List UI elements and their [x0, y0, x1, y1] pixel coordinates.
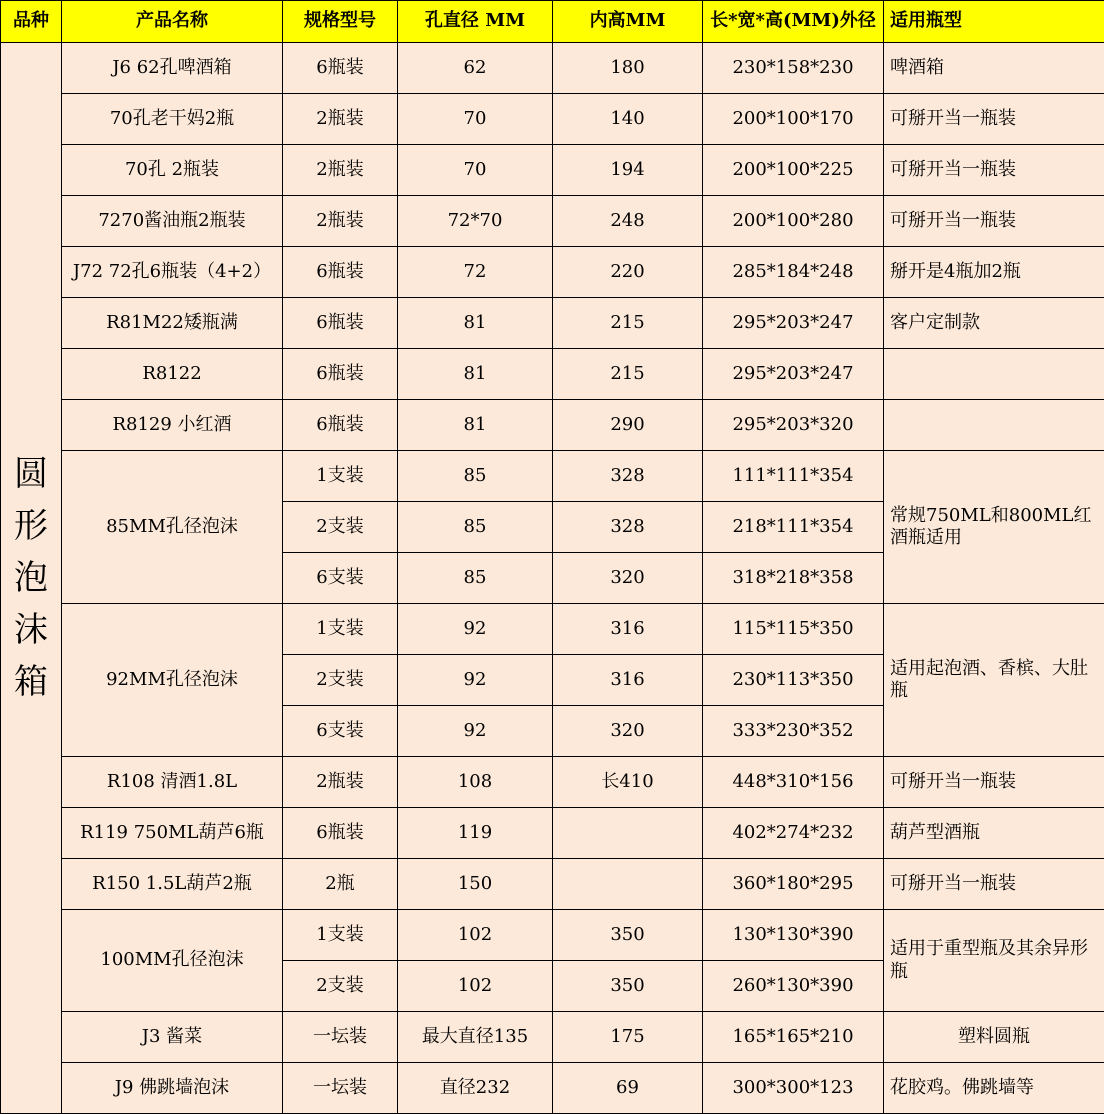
- hole-diameter: 102: [398, 961, 553, 1012]
- inner-height: 175: [553, 1012, 703, 1063]
- header-hole-diameter: 孔直径 MM: [398, 1, 553, 43]
- inner-height: 316: [553, 655, 703, 706]
- product-name: R150 1.5L葫芦2瓶: [62, 859, 283, 910]
- hole-diameter: 62: [398, 43, 553, 94]
- table-row: [1, 604, 1104, 655]
- outer-size: 165*165*210: [703, 1012, 884, 1063]
- hole-diameter: 70: [398, 94, 553, 145]
- usage: 可掰开当一瓶装: [884, 94, 1104, 145]
- hole-diameter: 85: [398, 553, 553, 604]
- inner-height: 215: [553, 298, 703, 349]
- category-char: 圆: [1, 448, 61, 500]
- usage: 客户定制款: [884, 298, 1104, 349]
- usage: 花胶鸡。佛跳墙等: [884, 1063, 1104, 1114]
- product-name: J6 62孔啤酒箱: [62, 43, 283, 94]
- outer-size: 230*158*230: [703, 43, 884, 94]
- outer-size: 295*203*320: [703, 400, 884, 451]
- spec: 2支装: [283, 502, 398, 553]
- spec: 一坛装: [283, 1063, 398, 1114]
- product-name: J9 佛跳墙泡沫: [62, 1063, 283, 1114]
- table-row: [1, 43, 1104, 94]
- inner-height: 140: [553, 94, 703, 145]
- usage: 掰开是4瓶加2瓶: [884, 247, 1104, 298]
- category-char: 箱: [1, 656, 61, 708]
- header-row: [1, 1, 1104, 43]
- spec: 6瓶装: [283, 43, 398, 94]
- usage: 葫芦型酒瓶: [884, 808, 1104, 859]
- table-row: [1, 349, 1104, 400]
- table-row: [1, 196, 1104, 247]
- table-row: [1, 910, 1104, 961]
- inner-height: 248: [553, 196, 703, 247]
- product-name: R8122: [62, 349, 283, 400]
- hole-diameter: 102: [398, 910, 553, 961]
- header-spec: 规格型号: [283, 1, 398, 43]
- outer-size: 448*310*156: [703, 757, 884, 808]
- spec: 6瓶装: [283, 298, 398, 349]
- outer-size: 200*100*280: [703, 196, 884, 247]
- header-usage: 适用瓶型: [884, 1, 1104, 43]
- inner-height: 长410: [553, 757, 703, 808]
- usage: 可掰开当一瓶装: [884, 757, 1104, 808]
- table-row: [1, 808, 1104, 859]
- product-name: 92MM孔径泡沫: [62, 604, 283, 757]
- hole-diameter: 最大直径135: [398, 1012, 553, 1063]
- usage: 可掰开当一瓶装: [884, 196, 1104, 247]
- product-name: 85MM孔径泡沫: [62, 451, 283, 604]
- spec: 一坛装: [283, 1012, 398, 1063]
- outer-size: 115*115*350: [703, 604, 884, 655]
- outer-size: 200*100*225: [703, 145, 884, 196]
- spec: 6支装: [283, 553, 398, 604]
- header-inner-height: 内高MM: [553, 1, 703, 43]
- table-row: [1, 1063, 1104, 1114]
- inner-height: 350: [553, 961, 703, 1012]
- hole-diameter: 72: [398, 247, 553, 298]
- product-name: R119 750ML葫芦6瓶: [62, 808, 283, 859]
- spec: 1支装: [283, 451, 398, 502]
- inner-height: 290: [553, 400, 703, 451]
- spec: 2支装: [283, 961, 398, 1012]
- outer-size: 295*203*247: [703, 298, 884, 349]
- table-row: [1, 94, 1104, 145]
- hole-diameter: 70: [398, 145, 553, 196]
- outer-size: 300*300*123: [703, 1063, 884, 1114]
- hole-diameter: 直径232: [398, 1063, 553, 1114]
- spec: 2瓶装: [283, 757, 398, 808]
- table-row: [1, 247, 1104, 298]
- product-name: R81M22矮瓶满: [62, 298, 283, 349]
- outer-size: 285*184*248: [703, 247, 884, 298]
- inner-height: 194: [553, 145, 703, 196]
- outer-size: 230*113*350: [703, 655, 884, 706]
- spec: 2瓶装: [283, 94, 398, 145]
- product-name: R108 清酒1.8L: [62, 757, 283, 808]
- hole-diameter: 92: [398, 604, 553, 655]
- category-char: 形: [1, 500, 61, 552]
- header-category: 品种: [1, 1, 62, 43]
- usage: 常规750ML和800ML红酒瓶适用: [884, 451, 1104, 604]
- outer-size: 333*230*352: [703, 706, 884, 757]
- hole-diameter: 92: [398, 655, 553, 706]
- inner-height: 220: [553, 247, 703, 298]
- product-name: J3 酱菜: [62, 1012, 283, 1063]
- inner-height: 69: [553, 1063, 703, 1114]
- product-name: R8129 小红酒: [62, 400, 283, 451]
- table-row: [1, 451, 1104, 502]
- header-product-name: 产品名称: [62, 1, 283, 43]
- spec: 2瓶: [283, 859, 398, 910]
- inner-height: 316: [553, 604, 703, 655]
- product-name: 70孔老干妈2瓶: [62, 94, 283, 145]
- header-outer-size: 长*宽*高(MM)外径: [703, 1, 884, 43]
- hole-diameter: 150: [398, 859, 553, 910]
- spec: 1支装: [283, 604, 398, 655]
- spec: 6瓶装: [283, 808, 398, 859]
- usage: 适用于重型瓶及其余异形瓶: [884, 910, 1104, 1012]
- table-row: [1, 859, 1104, 910]
- spec: 6瓶装: [283, 349, 398, 400]
- inner-height: 320: [553, 553, 703, 604]
- table-row: [1, 400, 1104, 451]
- usage: 适用起泡酒、香槟、大肚瓶: [884, 604, 1104, 757]
- inner-height: 328: [553, 451, 703, 502]
- usage: [884, 349, 1104, 400]
- usage: 塑料圆瓶: [884, 1012, 1104, 1063]
- spec: 2支装: [283, 655, 398, 706]
- product-name: 100MM孔径泡沫: [62, 910, 283, 1012]
- inner-height: 328: [553, 502, 703, 553]
- inner-height: [553, 859, 703, 910]
- inner-height: 350: [553, 910, 703, 961]
- table-row: [1, 298, 1104, 349]
- table-row: [1, 1012, 1104, 1063]
- hole-diameter: 92: [398, 706, 553, 757]
- table-row: [1, 145, 1104, 196]
- spec: 1支装: [283, 910, 398, 961]
- hole-diameter: 81: [398, 298, 553, 349]
- hole-diameter: 72*70: [398, 196, 553, 247]
- product-name: J72 72孔6瓶装（4+2）: [62, 247, 283, 298]
- product-name: 7270酱油瓶2瓶装: [62, 196, 283, 247]
- usage: 可掰开当一瓶装: [884, 145, 1104, 196]
- usage: [884, 400, 1104, 451]
- inner-height: 320: [553, 706, 703, 757]
- category-cell: [1, 43, 62, 1114]
- spec: 6瓶装: [283, 400, 398, 451]
- table-row: [1, 757, 1104, 808]
- outer-size: 295*203*247: [703, 349, 884, 400]
- usage: 啤酒箱: [884, 43, 1104, 94]
- hole-diameter: 85: [398, 451, 553, 502]
- category-char: 泡: [1, 552, 61, 604]
- outer-size: 360*180*295: [703, 859, 884, 910]
- outer-size: 111*111*354: [703, 451, 884, 502]
- hole-diameter: 108: [398, 757, 553, 808]
- spec: 2瓶装: [283, 145, 398, 196]
- category-char: 沫: [1, 604, 61, 656]
- outer-size: 130*130*390: [703, 910, 884, 961]
- inner-height: 180: [553, 43, 703, 94]
- outer-size: 402*274*232: [703, 808, 884, 859]
- spec: 6瓶装: [283, 247, 398, 298]
- hole-diameter: 85: [398, 502, 553, 553]
- outer-size: 200*100*170: [703, 94, 884, 145]
- hole-diameter: 119: [398, 808, 553, 859]
- outer-size: 318*218*358: [703, 553, 884, 604]
- hole-diameter: 81: [398, 349, 553, 400]
- outer-size: 260*130*390: [703, 961, 884, 1012]
- inner-height: 215: [553, 349, 703, 400]
- hole-diameter: 81: [398, 400, 553, 451]
- product-name: 70孔 2瓶装: [62, 145, 283, 196]
- inner-height: [553, 808, 703, 859]
- outer-size: 218*111*354: [703, 502, 884, 553]
- usage: 可掰开当一瓶装: [884, 859, 1104, 910]
- spec: 2瓶装: [283, 196, 398, 247]
- spec: 6支装: [283, 706, 398, 757]
